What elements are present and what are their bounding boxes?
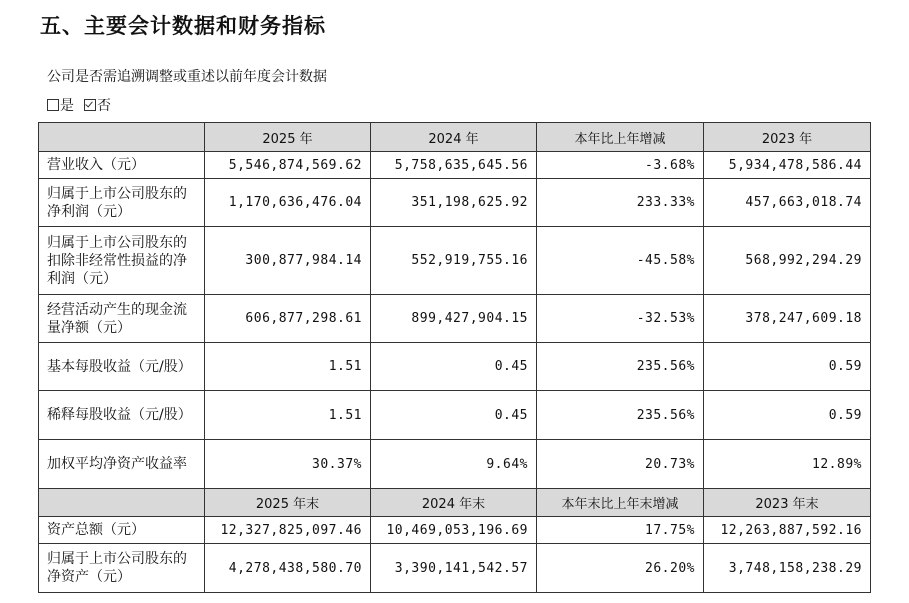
table-cell: 20.73% (537, 440, 704, 489)
table-cell: 1.51 (205, 391, 371, 440)
table-cell: 12,263,887,592.16 (704, 517, 871, 544)
table-cell: 378,247,609.18 (704, 295, 871, 343)
table-cell: 1.51 (205, 343, 371, 391)
row-label: 营业收入（元） (39, 152, 205, 179)
choice-yes-label: 是 (60, 98, 74, 114)
table-row (39, 295, 871, 343)
table-cell: 568,992,294.29 (704, 227, 871, 295)
restatement-question: 公司是否需追溯调整或重述以前年度会计数据 (47, 69, 327, 85)
table-row (39, 179, 871, 227)
table-cell: 235.56% (537, 391, 704, 440)
table-cell: 5,934,478,586.44 (704, 152, 871, 179)
checkbox-yes-icon (47, 99, 59, 111)
table-header-row (39, 123, 871, 152)
header-cell: 2024 年 (371, 123, 537, 152)
header-cell: 2023 年末 (704, 489, 871, 517)
table-cell: 351,198,625.92 (371, 179, 537, 227)
row-label: 经营活动产生的现金流量净额（元） (39, 295, 205, 343)
row-label: 归属于上市公司股东的扣除非经常性损益的净利润（元） (39, 227, 205, 295)
row-label: 基本每股收益（元/股） (39, 343, 205, 391)
table-cell: 5,546,874,569.62 (205, 152, 371, 179)
table-cell: 4,278,438,580.70 (205, 544, 371, 593)
restatement-choice (47, 95, 111, 115)
table-cell: 0.45 (371, 343, 537, 391)
table-cell: 0.59 (704, 391, 871, 440)
header-cell: 2025 年末 (205, 489, 371, 517)
section-title: 五、主要会计数据和财务指标 (40, 14, 326, 38)
table-cell: 9.64% (371, 440, 537, 489)
choice-no-label: 否 (97, 98, 111, 114)
table-cell: 12,327,825,097.46 (205, 517, 371, 544)
table-header-row (39, 489, 871, 517)
row-label: 稀释每股收益（元/股） (39, 391, 205, 440)
table-cell: 12.89% (704, 440, 871, 489)
row-label: 资产总额（元） (39, 517, 205, 544)
table-cell: 3,748,158,238.29 (704, 544, 871, 593)
row-label: 归属于上市公司股东的净利润（元） (39, 179, 205, 227)
table-row (39, 517, 871, 544)
table-cell: 899,427,904.15 (371, 295, 537, 343)
table-row (39, 343, 871, 391)
table-cell: -3.68% (537, 152, 704, 179)
table-cell: 17.75% (537, 517, 704, 544)
header-cell: 本年比上年增减 (537, 123, 704, 152)
header-cell: 2025 年 (205, 123, 371, 152)
table-cell: -32.53% (537, 295, 704, 343)
row-label: 归属于上市公司股东的净资产（元） (39, 544, 205, 593)
table-row (39, 391, 871, 440)
header-cell: 本年末比上年末增减 (537, 489, 704, 517)
table-cell: 457,663,018.74 (704, 179, 871, 227)
table-cell: 0.59 (704, 343, 871, 391)
header-cell (39, 123, 205, 152)
table-cell: 5,758,635,645.56 (371, 152, 537, 179)
table-row (39, 440, 871, 489)
table-cell: 10,469,053,196.69 (371, 517, 537, 544)
table-row (39, 227, 871, 295)
header-cell (39, 489, 205, 517)
table-cell: 3,390,141,542.57 (371, 544, 537, 593)
table-cell: 30.37% (205, 440, 371, 489)
table-cell: 300,877,984.14 (205, 227, 371, 295)
table-row (39, 544, 871, 593)
row-label: 加权平均净资产收益率 (39, 440, 205, 489)
table-cell: 233.33% (537, 179, 704, 227)
table-cell: 0.45 (371, 391, 537, 440)
table-cell: 235.56% (537, 343, 704, 391)
table-row (39, 152, 871, 179)
table-cell: 606,877,298.61 (205, 295, 371, 343)
financial-indicators-table (38, 122, 871, 593)
table-cell: 26.20% (537, 544, 704, 593)
table-cell: 1,170,636,476.04 (205, 179, 371, 227)
table-cell: 552,919,755.16 (371, 227, 537, 295)
table-cell: -45.58% (537, 227, 704, 295)
header-cell: 2023 年 (704, 123, 871, 152)
header-cell: 2024 年末 (371, 489, 537, 517)
checkbox-checked-icon (84, 99, 96, 111)
